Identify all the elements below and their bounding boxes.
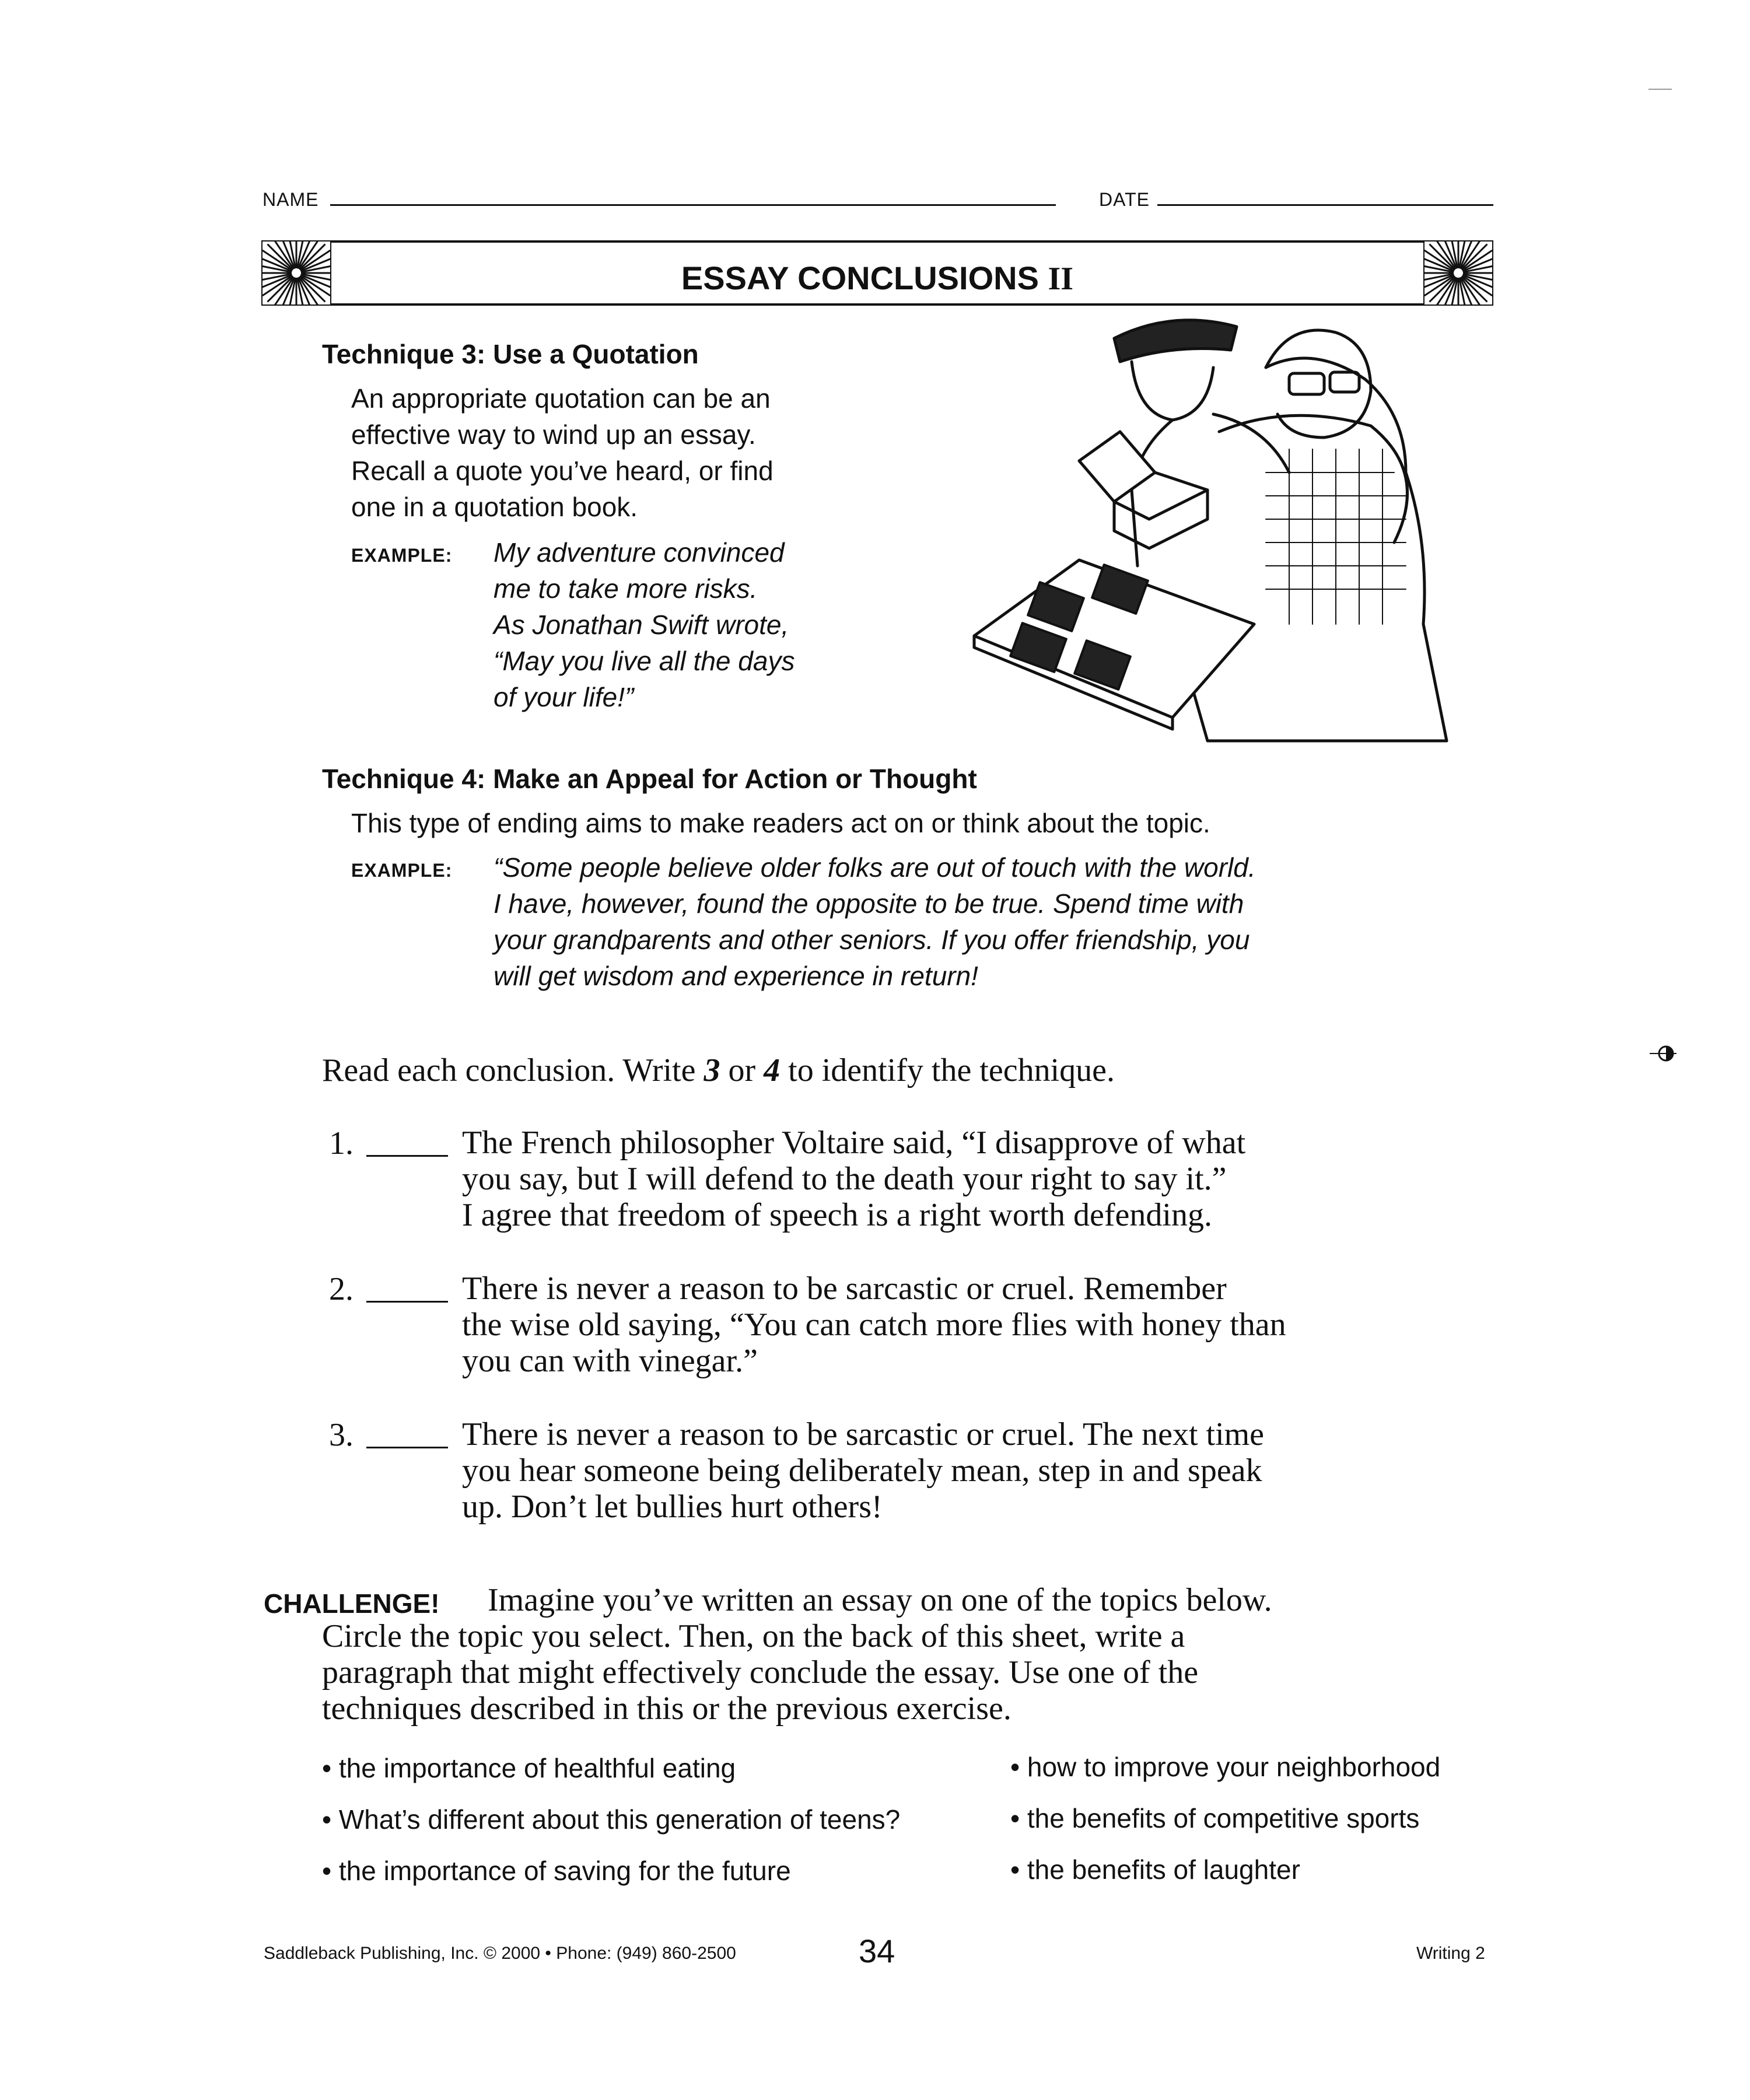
- grandfather-grandson-illustration: [963, 298, 1476, 747]
- challenge-first-line: Imagine you’ve written an essay on one of the topics below.: [488, 1582, 1272, 1618]
- page-number: 34: [859, 1933, 895, 1969]
- challenge-label: CHALLENGE!: [264, 1588, 440, 1619]
- left-starburst-icon: [261, 240, 331, 306]
- example-label-4: EXAMPLE:: [351, 860, 453, 881]
- topic-right-3[interactable]: • the benefits of laughter: [1010, 1854, 1300, 1885]
- challenge-text: Circle the topic you select. Then, on the back of this sheet, write a paragraph that might effectively conclude the essay. Use one of the techniques described in this or the previous exercise.: [322, 1618, 1199, 1727]
- right-starburst-icon: [1423, 240, 1493, 306]
- technique-3-heading: Technique 3: Use a Quotation: [322, 339, 699, 369]
- instructions: Read each conclusion. Write 3 or 4 to identify the technique.: [322, 1052, 1115, 1088]
- item-3-answer-blank[interactable]: [366, 1418, 448, 1448]
- footer-series: Writing 2: [1416, 1944, 1485, 1963]
- technique-4-heading: Technique 4: Make an Appeal for Action or Thought: [322, 764, 977, 794]
- footer-publisher: Saddleback Publishing, Inc. © 2000 • Phone: (949) 860-2500: [264, 1944, 736, 1963]
- name-line[interactable]: [330, 204, 1056, 206]
- item-2-text: There is never a reason to be sarcastic or cruel. Remember the wise old saying, “You can catch more flies with honey than you can with vinegar.”: [462, 1270, 1286, 1379]
- name-label: NAME: [262, 189, 319, 210]
- date-line[interactable]: [1157, 204, 1493, 206]
- technique-4-example: “Some people believe older folks are out of touch with the world. I have, however, found the opposite to be true. Spend time with your grandparents and other seniors. If you offer friendship, you will get wisdom and experience in return!: [494, 852, 1256, 991]
- item-1-answer-blank[interactable]: [366, 1126, 448, 1157]
- date-label: DATE: [1099, 189, 1150, 210]
- technique-3-description: An appropriate quotation can be an effective way to wind up an essay. Recall a quote you’ve heard, or find one in a quotation book.: [351, 383, 774, 522]
- item-1-number: 1.: [329, 1125, 354, 1161]
- example-label-3: EXAMPLE:: [351, 545, 453, 566]
- item-2-number: 2.: [329, 1271, 354, 1307]
- topic-left-3[interactable]: • the importance of saving for the future: [322, 1856, 791, 1886]
- technique-3-example: My adventure convinced me to take more risks. As Jonathan Swift wrote, “May you live all the days of your life!”: [494, 537, 795, 712]
- technique-4-description: This type of ending aims to make readers act on or think about the topic.: [351, 808, 1210, 838]
- item-2-answer-blank[interactable]: [366, 1272, 448, 1303]
- item-1-text: The French philosopher Voltaire said, “I disapprove of what you say, but I will defend to the death your right to say it.” I agree that freedom of speech is a right worth defending.: [462, 1125, 1246, 1233]
- topic-left-2[interactable]: • What’s different about this generation of teens?: [322, 1804, 901, 1835]
- topic-right-2[interactable]: • the benefits of competitive sports: [1010, 1803, 1420, 1833]
- topic-right-1[interactable]: • how to improve your neighborhood: [1010, 1752, 1441, 1782]
- page-title: ESSAY CONCLUSIONS II: [681, 260, 1074, 297]
- crop-mark: [1648, 89, 1672, 90]
- title-band: [261, 240, 1493, 306]
- registration-mark-icon: [1650, 1040, 1678, 1068]
- item-3-text: There is never a reason to be sarcastic or cruel. The next time you hear someone being deliberately mean, step in and speak up. Don’t let bullies hurt others!: [462, 1416, 1265, 1525]
- topic-left-1[interactable]: • the importance of healthful eating: [322, 1753, 736, 1783]
- item-3-number: 3.: [329, 1417, 354, 1453]
